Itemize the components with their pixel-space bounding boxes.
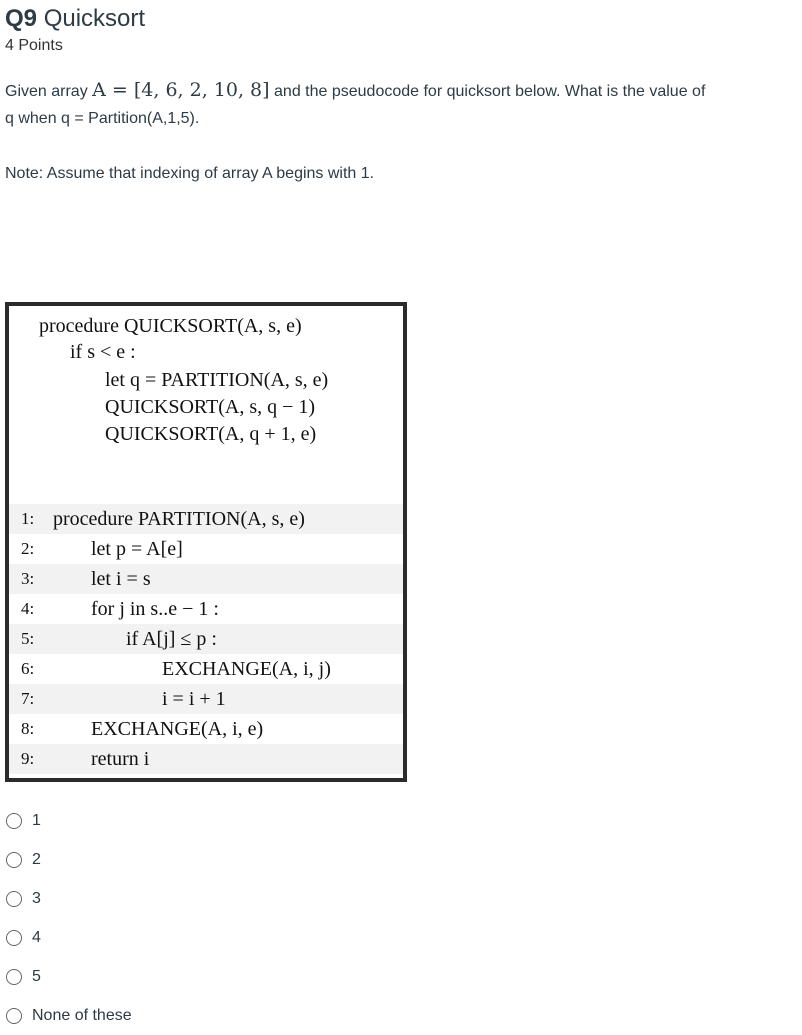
option-3[interactable] — [6, 879, 132, 918]
line-number: 8: — [21, 719, 35, 738]
radio-button[interactable] — [6, 1008, 22, 1024]
option-label: 4 — [32, 928, 41, 946]
option-none[interactable] — [6, 996, 132, 1035]
line-number: 3: — [21, 569, 35, 588]
line-number: 1: — [21, 509, 35, 528]
option-label: None of these — [32, 1006, 132, 1024]
radio-button[interactable] — [6, 969, 22, 985]
line-number: 7: — [21, 689, 35, 708]
question-text-post: and the pseudocode for quicksort below. What is the value of — [274, 83, 706, 100]
question-title — [5, 4, 145, 34]
line-number: 4: — [21, 599, 35, 618]
partition-row — [9, 744, 403, 774]
quicksort-line-3: let q = PARTITION(A, s, e) — [105, 369, 329, 391]
partition-line-6: EXCHANGE(A, i, j) — [162, 658, 331, 680]
partition-line-5: if A[j] ≤ p : — [126, 628, 217, 650]
quicksort-line-4: QUICKSORT(A, s, q − 1) — [105, 396, 316, 418]
question-number: Q9 — [5, 5, 38, 32]
option-label: 5 — [32, 967, 41, 985]
partition-line-9: return i — [91, 748, 150, 770]
question-text-pre: Given array — [5, 83, 88, 100]
pseudocode-box — [5, 302, 407, 782]
quicksort-line-1: procedure QUICKSORT(A, s, e) — [39, 315, 302, 337]
partition-line-8: EXCHANGE(A, i, e) — [91, 718, 264, 740]
question-note: Note: Assume that indexing of array A begins with 1. — [5, 165, 375, 182]
question-text — [5, 77, 795, 132]
partition-line-3: let i = s — [91, 568, 151, 590]
option-2[interactable] — [6, 840, 132, 879]
partition-row — [9, 564, 403, 594]
option-label: 3 — [32, 889, 41, 907]
option-label: 1 — [32, 811, 41, 829]
partition-line-4: for j in s..e − 1 : — [91, 598, 219, 620]
question-header — [5, 4, 145, 55]
quicksort-line-5: QUICKSORT(A, q + 1, e) — [105, 423, 317, 445]
option-5[interactable] — [6, 957, 132, 996]
line-number: 2: — [21, 539, 35, 558]
radio-button[interactable] — [6, 891, 22, 907]
partition-line-1: procedure PARTITION(A, s, e) — [53, 508, 305, 530]
question-points: 4 Points — [5, 37, 63, 54]
radio-button[interactable] — [6, 930, 22, 946]
line-number: 5: — [21, 629, 35, 648]
radio-button[interactable] — [6, 813, 22, 829]
option-1[interactable] — [6, 801, 132, 840]
partition-row — [9, 534, 403, 564]
option-label: 2 — [32, 850, 41, 868]
question-text-line2: q when q = Partition(A,1,5). — [5, 110, 200, 127]
line-number: 9: — [21, 749, 35, 768]
option-4[interactable] — [6, 918, 132, 957]
array-expression: A = [4, 6, 2, 10, 8] — [92, 79, 270, 101]
quicksort-line-2: if s < e : — [70, 341, 136, 363]
line-number: 6: — [21, 659, 35, 678]
radio-button[interactable] — [6, 852, 22, 868]
answer-options — [6, 801, 132, 1035]
partition-line-2: let p = A[e] — [91, 538, 183, 560]
question-title-text: Quicksort — [43, 5, 146, 32]
partition-line-7: i = i + 1 — [162, 688, 226, 710]
